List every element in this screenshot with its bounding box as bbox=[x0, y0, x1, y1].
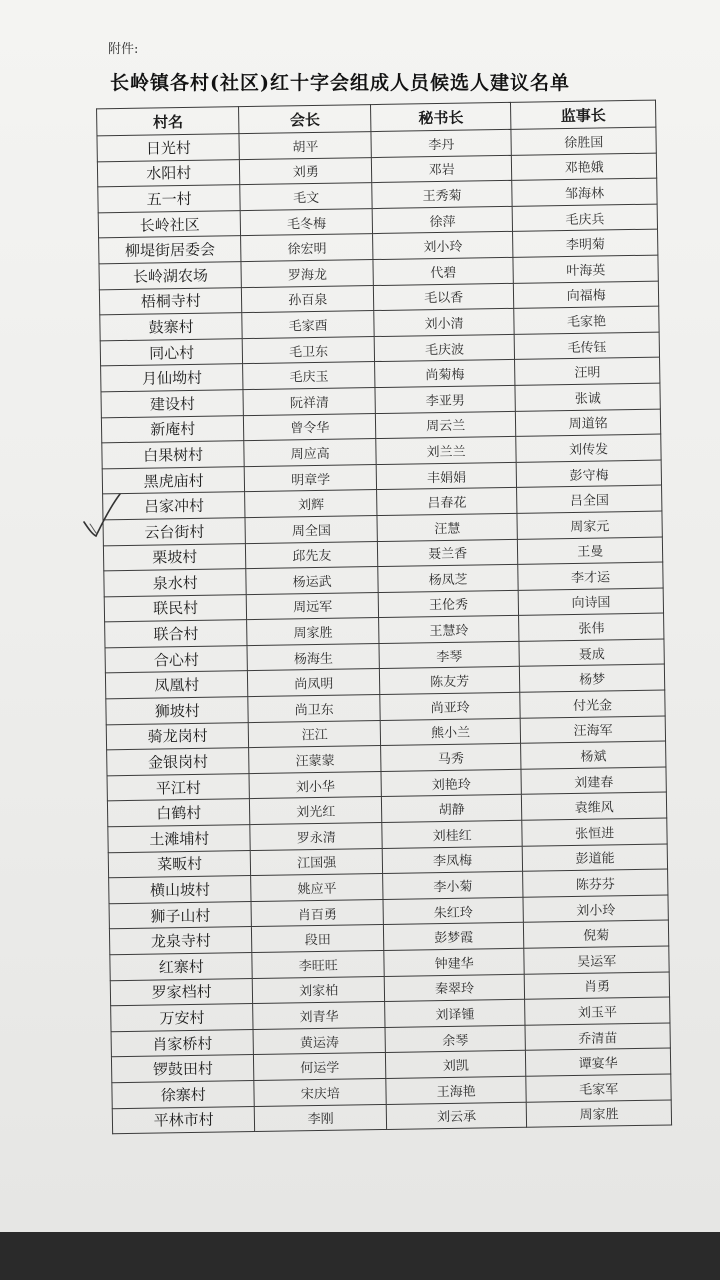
secretary-general-cell: 代碧 bbox=[373, 257, 514, 285]
supervisor-cell: 向诗国 bbox=[518, 588, 663, 616]
supervisor-cell: 谭宴华 bbox=[526, 1048, 671, 1076]
supervisor-cell: 刘传发 bbox=[516, 434, 661, 462]
supervisor-cell: 毛家军 bbox=[526, 1074, 671, 1102]
president-cell: 刘辉 bbox=[245, 490, 377, 518]
village-cell: 白果树村 bbox=[102, 441, 245, 469]
secretary-general-cell: 聂兰香 bbox=[377, 539, 518, 567]
president-cell: 宋庆培 bbox=[254, 1078, 386, 1106]
village-cell: 骑龙岗村 bbox=[106, 722, 249, 750]
secretary-general-cell: 毛庆波 bbox=[374, 334, 515, 362]
supervisor-cell: 毛庆兵 bbox=[512, 204, 657, 232]
president-cell: 毛卫东 bbox=[243, 336, 375, 364]
supervisor-cell: 周道铭 bbox=[516, 409, 661, 437]
secretary-general-cell: 刘桂红 bbox=[382, 820, 523, 848]
village-cell: 白鹤村 bbox=[107, 799, 250, 827]
village-cell: 同心村 bbox=[100, 338, 243, 366]
secretary-general-cell: 邓岩 bbox=[371, 155, 512, 183]
president-cell: 刘家柏 bbox=[253, 976, 385, 1004]
supervisor-cell: 邓艳娥 bbox=[512, 153, 657, 181]
supervisor-cell: 张伟 bbox=[519, 613, 664, 641]
president-cell: 胡平 bbox=[239, 132, 371, 160]
secretary-general-cell: 王秀菊 bbox=[372, 181, 513, 209]
village-cell: 金银岗村 bbox=[107, 748, 250, 776]
secretary-general-cell: 钟建华 bbox=[384, 948, 525, 976]
village-cell: 狮子山村 bbox=[109, 901, 252, 929]
secretary-general-cell: 熊小兰 bbox=[380, 718, 521, 746]
secretary-general-cell: 秦翠玲 bbox=[384, 974, 525, 1002]
supervisor-cell: 袁维风 bbox=[522, 792, 667, 820]
header-village: 村名 bbox=[97, 107, 240, 136]
president-cell: 肖百勇 bbox=[251, 899, 383, 927]
president-cell: 邱先友 bbox=[246, 541, 378, 569]
president-cell: 阮祥清 bbox=[243, 387, 375, 415]
secretary-general-cell: 周云兰 bbox=[375, 411, 516, 439]
president-cell: 毛文 bbox=[240, 183, 372, 211]
village-cell: 栗坡村 bbox=[103, 543, 246, 571]
header-secretary-general: 秘书长 bbox=[371, 102, 512, 131]
header-president: 会长 bbox=[239, 105, 371, 134]
president-cell: 尚卫东 bbox=[248, 695, 380, 723]
supervisor-cell: 王曼 bbox=[518, 537, 663, 565]
candidate-table bbox=[96, 100, 672, 1135]
secretary-general-cell: 徐萍 bbox=[372, 206, 513, 234]
village-cell: 锣鼓田村 bbox=[111, 1055, 254, 1083]
supervisor-cell: 张恒进 bbox=[522, 818, 667, 846]
village-cell: 云台街村 bbox=[103, 518, 246, 546]
secretary-general-cell: 刘小清 bbox=[374, 309, 515, 337]
supervisor-cell: 刘小玲 bbox=[523, 895, 668, 923]
village-cell: 新庵村 bbox=[101, 415, 244, 443]
secretary-general-cell: 李琴 bbox=[379, 641, 520, 669]
secretary-general-cell: 王伦秀 bbox=[378, 590, 519, 618]
president-cell: 汪江 bbox=[249, 720, 381, 748]
supervisor-cell: 聂成 bbox=[519, 639, 664, 667]
supervisor-cell: 毛家艳 bbox=[514, 306, 659, 334]
president-cell: 罗永清 bbox=[250, 823, 382, 851]
supervisor-cell: 付光金 bbox=[520, 690, 665, 718]
secretary-general-cell: 尚菊梅 bbox=[375, 360, 516, 388]
president-cell: 周全国 bbox=[245, 515, 377, 543]
village-cell: 合心村 bbox=[105, 645, 248, 673]
president-cell: 杨海生 bbox=[247, 643, 379, 671]
secretary-general-cell: 刘兰兰 bbox=[376, 436, 517, 464]
supervisor-cell: 乔清苗 bbox=[525, 1023, 670, 1051]
president-cell: 李旺旺 bbox=[252, 950, 384, 978]
village-cell: 水阳村 bbox=[97, 159, 240, 187]
secretary-general-cell: 吕春花 bbox=[377, 488, 518, 516]
president-cell: 杨运武 bbox=[246, 567, 378, 595]
president-cell: 黄运涛 bbox=[254, 1027, 386, 1055]
secretary-general-cell: 刘云承 bbox=[386, 1102, 527, 1130]
supervisor-cell: 周家胜 bbox=[526, 1100, 671, 1128]
secretary-general-cell: 李凤梅 bbox=[382, 846, 523, 874]
supervisor-cell: 汪明 bbox=[515, 357, 660, 385]
village-cell: 凤凰村 bbox=[105, 671, 248, 699]
supervisor-cell: 杨梦 bbox=[520, 665, 665, 693]
secretary-general-cell: 李小菊 bbox=[383, 872, 524, 900]
village-cell: 梧桐寺村 bbox=[99, 287, 242, 315]
village-cell: 土滩埔村 bbox=[108, 825, 251, 853]
secretary-general-cell: 王慧玲 bbox=[379, 616, 520, 644]
president-cell: 曾令华 bbox=[244, 413, 376, 441]
secretary-general-cell: 丰娟娟 bbox=[376, 462, 517, 490]
supervisor-cell: 刘建春 bbox=[521, 767, 666, 795]
village-cell: 罗家档村 bbox=[110, 978, 253, 1006]
president-cell: 周家胜 bbox=[247, 618, 379, 646]
secretary-general-cell: 李丹 bbox=[371, 129, 512, 157]
secretary-general-cell: 毛以香 bbox=[373, 283, 514, 311]
supervisor-cell: 杨斌 bbox=[521, 741, 666, 769]
secretary-general-cell: 胡静 bbox=[381, 795, 522, 823]
village-cell: 万安村 bbox=[111, 1004, 254, 1032]
supervisor-cell: 肖勇 bbox=[524, 972, 669, 1000]
secretary-general-cell: 彭梦霞 bbox=[383, 923, 524, 951]
president-cell: 毛冬梅 bbox=[241, 208, 373, 236]
president-cell: 汪蒙蒙 bbox=[249, 746, 381, 774]
secretary-general-cell: 刘艳玲 bbox=[381, 769, 522, 797]
supervisor-cell: 徐胜国 bbox=[511, 127, 656, 155]
village-cell: 联合村 bbox=[105, 620, 248, 648]
supervisor-cell: 邹海林 bbox=[512, 178, 657, 206]
supervisor-cell: 向福梅 bbox=[514, 281, 659, 309]
secretary-general-cell: 刘凯 bbox=[385, 1051, 526, 1079]
president-cell: 毛庆玉 bbox=[243, 362, 375, 390]
president-cell: 刘青华 bbox=[253, 1002, 385, 1030]
secretary-general-cell: 尚亚玲 bbox=[380, 692, 521, 720]
village-cell: 黑虎庙村 bbox=[102, 466, 245, 494]
president-cell: 段田 bbox=[252, 925, 384, 953]
president-cell: 周远军 bbox=[247, 592, 379, 620]
village-cell: 平江村 bbox=[107, 773, 250, 801]
village-cell: 五一村 bbox=[98, 185, 241, 213]
secretary-general-cell: 汪慧 bbox=[377, 513, 518, 541]
president-cell: 刘勇 bbox=[240, 157, 372, 185]
village-cell: 平林市村 bbox=[112, 1106, 255, 1134]
village-cell: 龙泉寺村 bbox=[109, 927, 252, 955]
secretary-general-cell: 王海艳 bbox=[386, 1076, 527, 1104]
supervisor-cell: 倪菊 bbox=[524, 920, 669, 948]
secretary-general-cell: 陈友芳 bbox=[379, 667, 520, 695]
supervisor-cell: 毛传钰 bbox=[514, 332, 659, 360]
village-cell: 联民村 bbox=[104, 594, 247, 622]
president-cell: 毛家酉 bbox=[242, 311, 374, 339]
header-supervisor: 监事长 bbox=[511, 100, 656, 129]
village-cell: 横山坡村 bbox=[109, 876, 252, 904]
supervisor-cell: 叶海英 bbox=[513, 255, 658, 283]
supervisor-cell: 李明菊 bbox=[513, 229, 658, 257]
village-cell: 月仙坳村 bbox=[101, 364, 244, 392]
supervisor-cell: 周家元 bbox=[517, 511, 662, 539]
supervisor-cell: 彭道能 bbox=[522, 844, 667, 872]
secretary-general-cell: 李亚男 bbox=[375, 385, 516, 413]
village-cell: 红寨村 bbox=[110, 953, 253, 981]
secretary-general-cell: 刘译锺 bbox=[385, 999, 526, 1027]
village-cell: 徐寨村 bbox=[112, 1081, 255, 1109]
president-cell: 何运学 bbox=[254, 1053, 386, 1081]
president-cell: 刘小华 bbox=[249, 771, 381, 799]
annex-label: 附件: bbox=[108, 42, 139, 57]
village-cell: 肖家桥村 bbox=[111, 1029, 254, 1057]
president-cell: 周应高 bbox=[244, 439, 376, 467]
president-cell: 刘光红 bbox=[250, 797, 382, 825]
secretary-general-cell: 杨凤芝 bbox=[378, 564, 519, 592]
village-cell: 狮坡村 bbox=[106, 697, 249, 725]
village-cell: 泉水村 bbox=[104, 569, 247, 597]
village-cell: 建设村 bbox=[101, 390, 244, 418]
secretary-general-cell: 余琴 bbox=[385, 1025, 526, 1053]
village-cell: 长岭湖农场 bbox=[99, 262, 242, 290]
supervisor-cell: 汪海军 bbox=[520, 716, 665, 744]
president-cell: 明章学 bbox=[245, 464, 377, 492]
village-cell: 日光村 bbox=[97, 134, 240, 162]
secretary-general-cell: 朱红玲 bbox=[383, 897, 524, 925]
supervisor-cell: 刘玉平 bbox=[525, 997, 670, 1025]
supervisor-cell: 李才运 bbox=[518, 562, 663, 590]
supervisor-cell: 彭守梅 bbox=[516, 460, 661, 488]
village-cell: 菜畈村 bbox=[108, 850, 251, 878]
supervisor-cell: 吕全国 bbox=[517, 485, 662, 513]
president-cell: 孙百泉 bbox=[242, 285, 374, 313]
president-cell: 姚应平 bbox=[251, 874, 383, 902]
secretary-general-cell: 刘小玲 bbox=[373, 232, 514, 260]
president-cell: 罗海龙 bbox=[241, 260, 373, 288]
president-cell: 江国强 bbox=[251, 848, 383, 876]
supervisor-cell: 陈芬芬 bbox=[523, 869, 668, 897]
president-cell: 徐宏明 bbox=[241, 234, 373, 262]
president-cell: 尚凤明 bbox=[248, 669, 380, 697]
president-cell: 李刚 bbox=[255, 1104, 387, 1132]
village-cell: 长岭社区 bbox=[98, 210, 241, 238]
supervisor-cell: 张诚 bbox=[515, 383, 660, 411]
table-body bbox=[97, 127, 672, 1134]
village-cell: 吕家冲村 bbox=[103, 492, 246, 520]
document-title: 长岭镇各村(社区)红十字会组成人员候选人建议名单 bbox=[110, 72, 570, 94]
village-cell: 鼓寨村 bbox=[100, 313, 243, 341]
village-cell: 柳堤街居委会 bbox=[99, 236, 242, 264]
supervisor-cell: 吴运军 bbox=[524, 946, 669, 974]
secretary-general-cell: 马秀 bbox=[381, 744, 522, 772]
